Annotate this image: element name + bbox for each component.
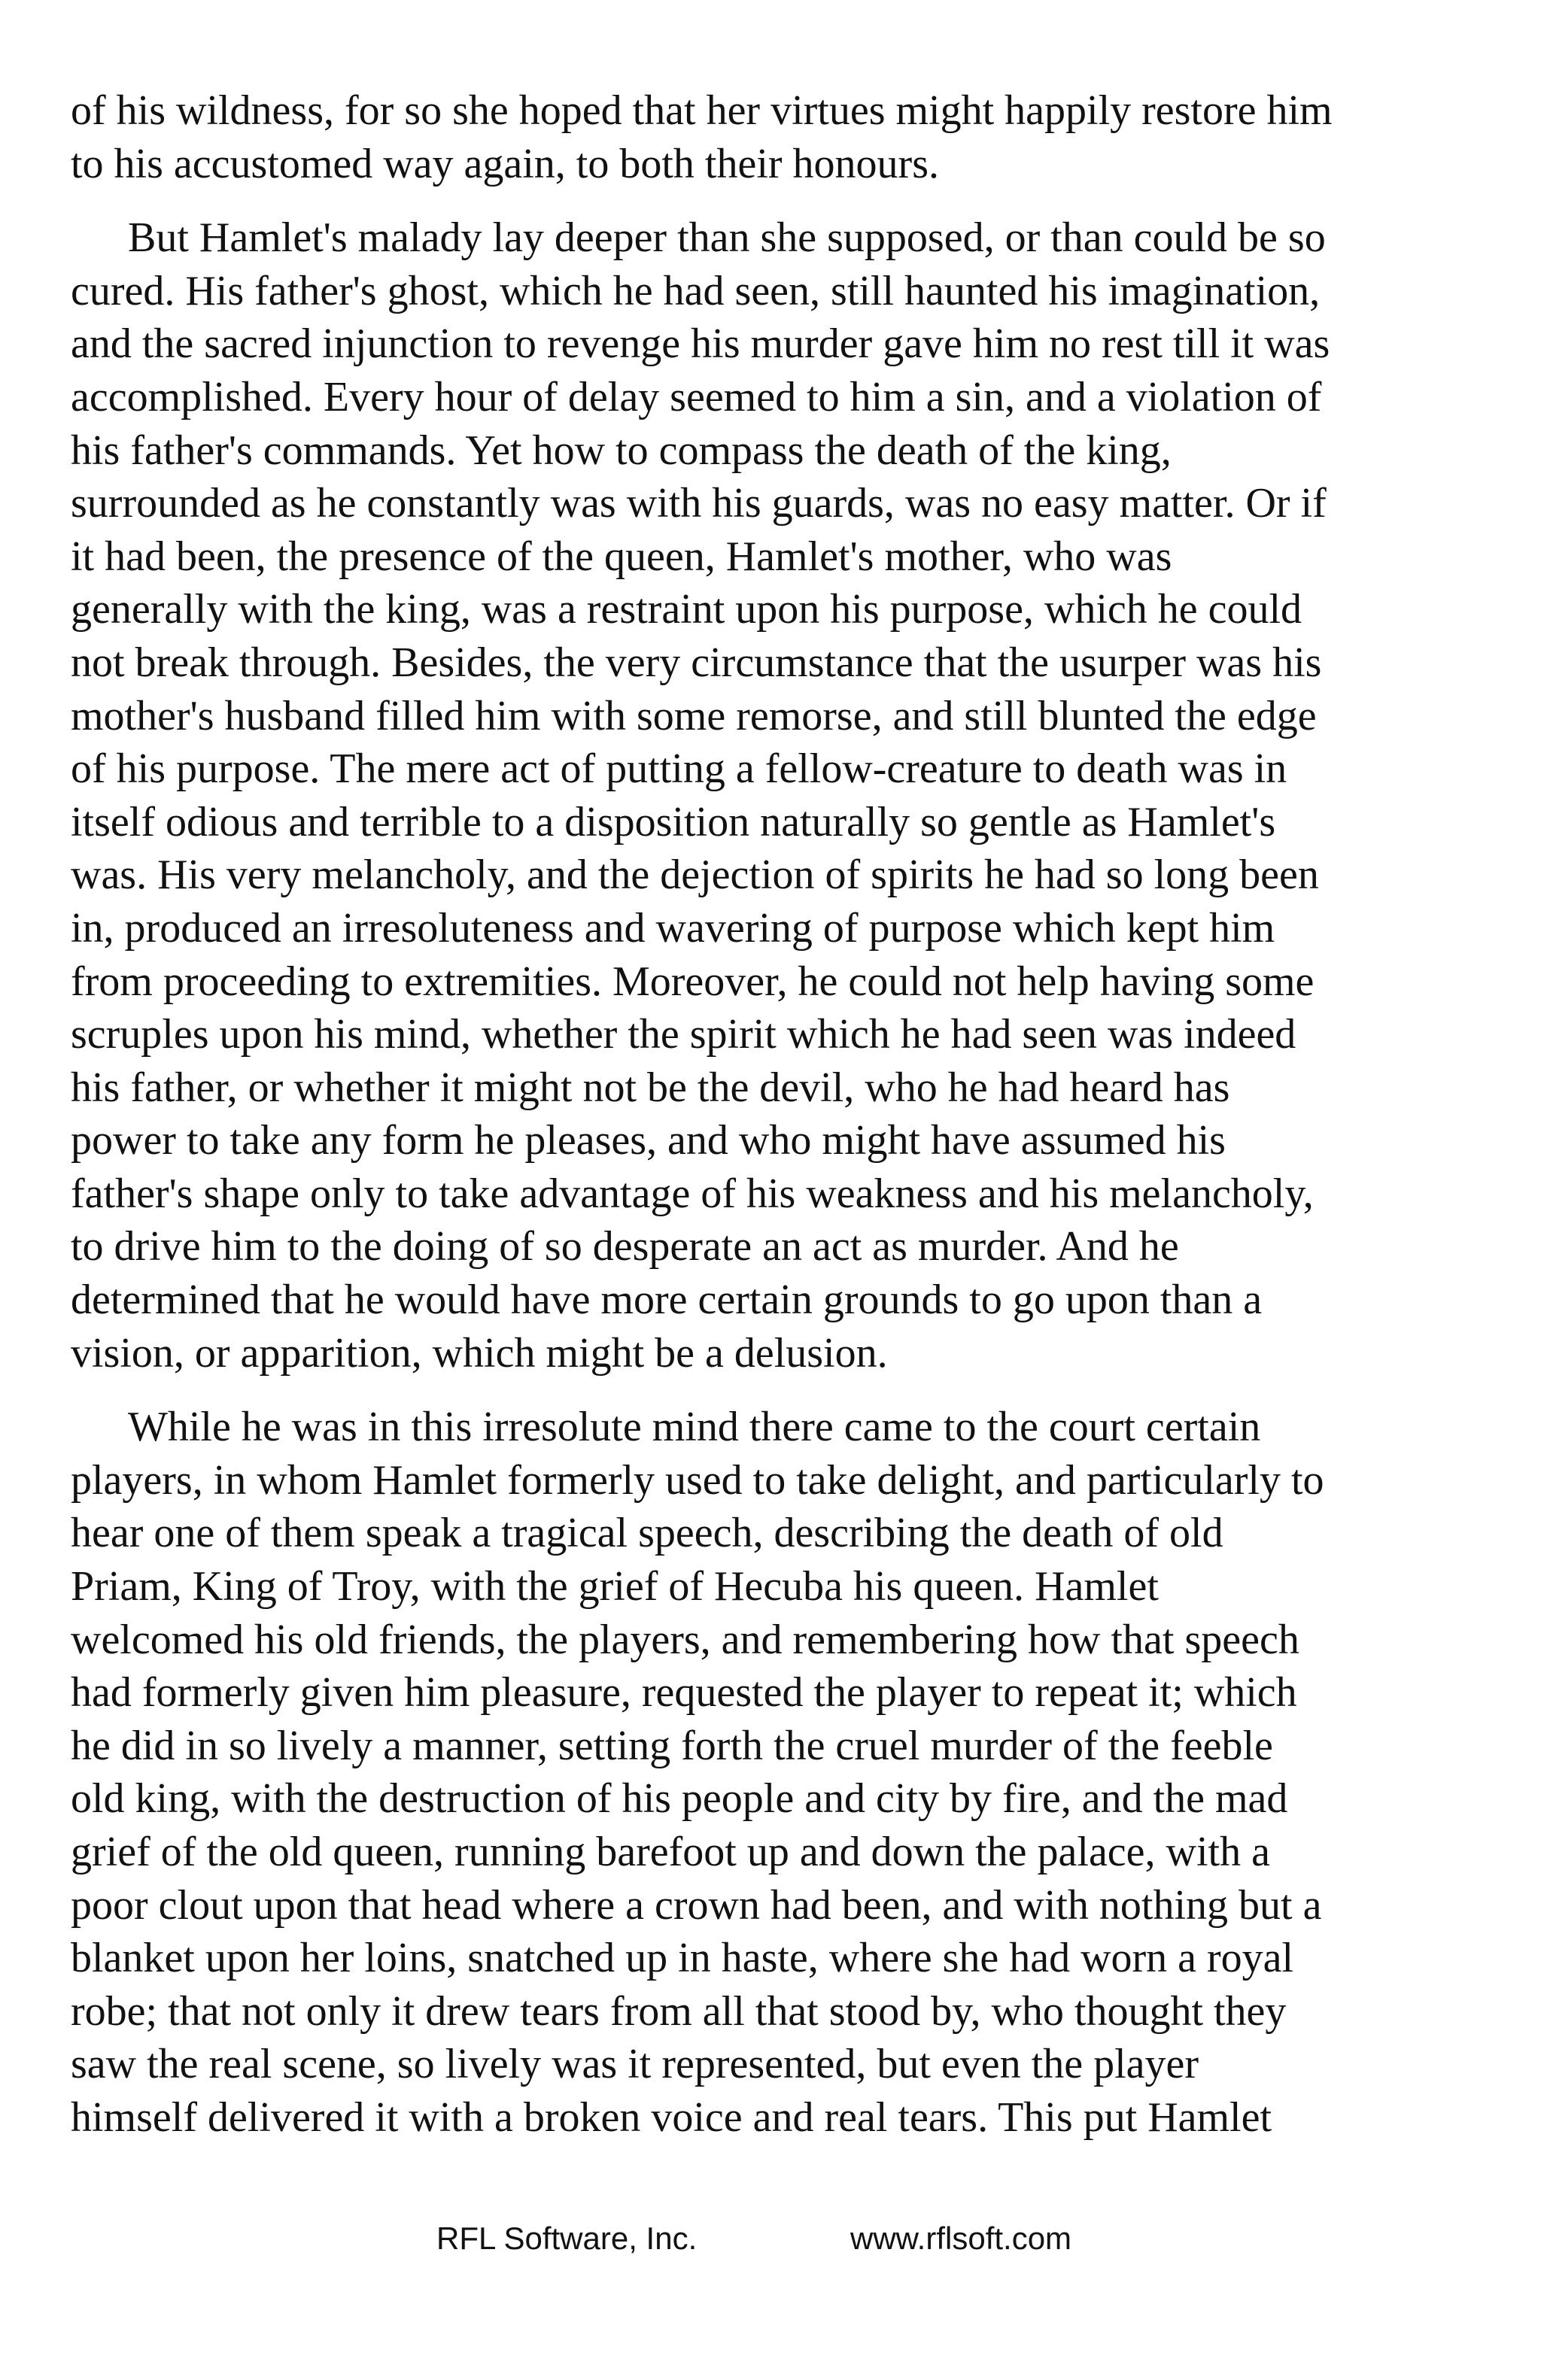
text-line: hear one of them speak a tragical speech, describing the death of old <box>71 1510 1223 1557</box>
text-line: from proceeding to extremities. Moreover, he could not help having some <box>71 958 1315 1005</box>
text-line: grief of the old queen, running barefoot up and down the palace, with a <box>71 1829 1270 1875</box>
text-line: himself delivered it with a broken voice and real tears. This put Hamlet <box>71 2093 1272 2141</box>
text-line: poor clout upon that head where a crown had been, and with nothing but a <box>71 1881 1322 1929</box>
text-line: robe; that not only it drew tears from all that stood by, who thought they <box>71 1987 1287 2035</box>
text-line: power to take any form he pleases, and who might have assumed his <box>71 1117 1226 1164</box>
text-line: itself odious and terrible to a disposition naturally so gentle as Hamlet's <box>71 798 1276 845</box>
text-line: players, in whom Hamlet formerly used to take delight, and particularly to <box>71 1456 1324 1504</box>
footer-company-name: RFL Software, Inc. <box>436 2221 698 2256</box>
text-line: surrounded as he constantly was with his guards, was no easy matter. Or if <box>71 480 1327 527</box>
text-line: welcomed his old friends, the players, and remembering how that speech <box>71 1616 1299 1663</box>
paragraph <box>71 211 1478 1380</box>
text-line: of his wildness, for so she hoped that her virtues might happily restore him <box>71 87 1333 134</box>
text-line: old king, with the destruction of his people and city by fire, and the mad <box>71 1775 1288 1823</box>
text-line: had formerly given him pleasure, requested the player to repeat it; which <box>71 1669 1297 1717</box>
body-text <box>71 84 1478 2166</box>
text-line: Priam, King of Troy, with the grief of Hecuba his queen. Hamlet <box>71 1563 1159 1610</box>
paragraph <box>71 1401 1478 2144</box>
text-line: he did in so lively a manner, setting forth the cruel murder of the feeble <box>71 1722 1273 1769</box>
text-line: not break through. Besides, the very circumstance that the usurper was his <box>71 639 1322 686</box>
text-line: of his purpose. The mere act of putting a fellow-creature to death was in <box>71 745 1287 793</box>
text-line: and the sacred injunction to revenge his murder gave him no rest till it was <box>71 320 1330 368</box>
text-line: his father's commands. Yet how to compass the death of the king, <box>71 427 1172 474</box>
text-line: in, produced an irresoluteness and wavering of purpose which kept him <box>71 904 1275 952</box>
text-line: accomplished. Every hour of delay seemed to him a sin, and a violation of <box>71 373 1322 420</box>
text-line: But Hamlet's malady lay deeper than she supposed, or than could be so <box>128 214 1326 262</box>
text-line: vision, or apparition, which might be a delusion. <box>71 1329 888 1377</box>
text-line: scruples upon his mind, whether the spirit which he had seen was indeed <box>71 1011 1296 1058</box>
text-line: determined that he would have more certain grounds to go upon than a <box>71 1277 1263 1324</box>
text-line: blanket upon her loins, snatched up in haste, where she had worn a royal <box>71 1935 1294 1982</box>
text-line: mother's husband filled him with some remorse, and still blunted the edge <box>71 692 1317 739</box>
text-line: to drive him to the doing of so desperate an act as murder. And he <box>71 1223 1179 1270</box>
text-line: generally with the king, was a restraint upon his purpose, which he could <box>71 586 1302 633</box>
text-line: While he was in this irresolute mind there came to the court certain <box>128 1404 1261 1451</box>
text-line: to his accustomed way again, to both their honours. <box>71 140 939 187</box>
text-line: it had been, the presence of the queen, Hamlet's mother, who was <box>71 533 1172 580</box>
text-line: saw the real scene, so lively was it represented, but even the player <box>71 2041 1199 2088</box>
paragraph <box>71 84 1478 190</box>
text-line: his father, or whether it might not be the devil, who he had heard has <box>71 1064 1230 1111</box>
text-line: was. His very melancholy, and the dejection of spirits he had so long been <box>71 852 1319 899</box>
text-line: father's shape only to take advantage of his weakness and his melancholy, <box>71 1170 1314 1217</box>
text-line: cured. His father's ghost, which he had seen, still haunted his imagination, <box>71 267 1321 314</box>
footer-website-link[interactable]: www.rflsoft.com <box>850 2221 1072 2256</box>
